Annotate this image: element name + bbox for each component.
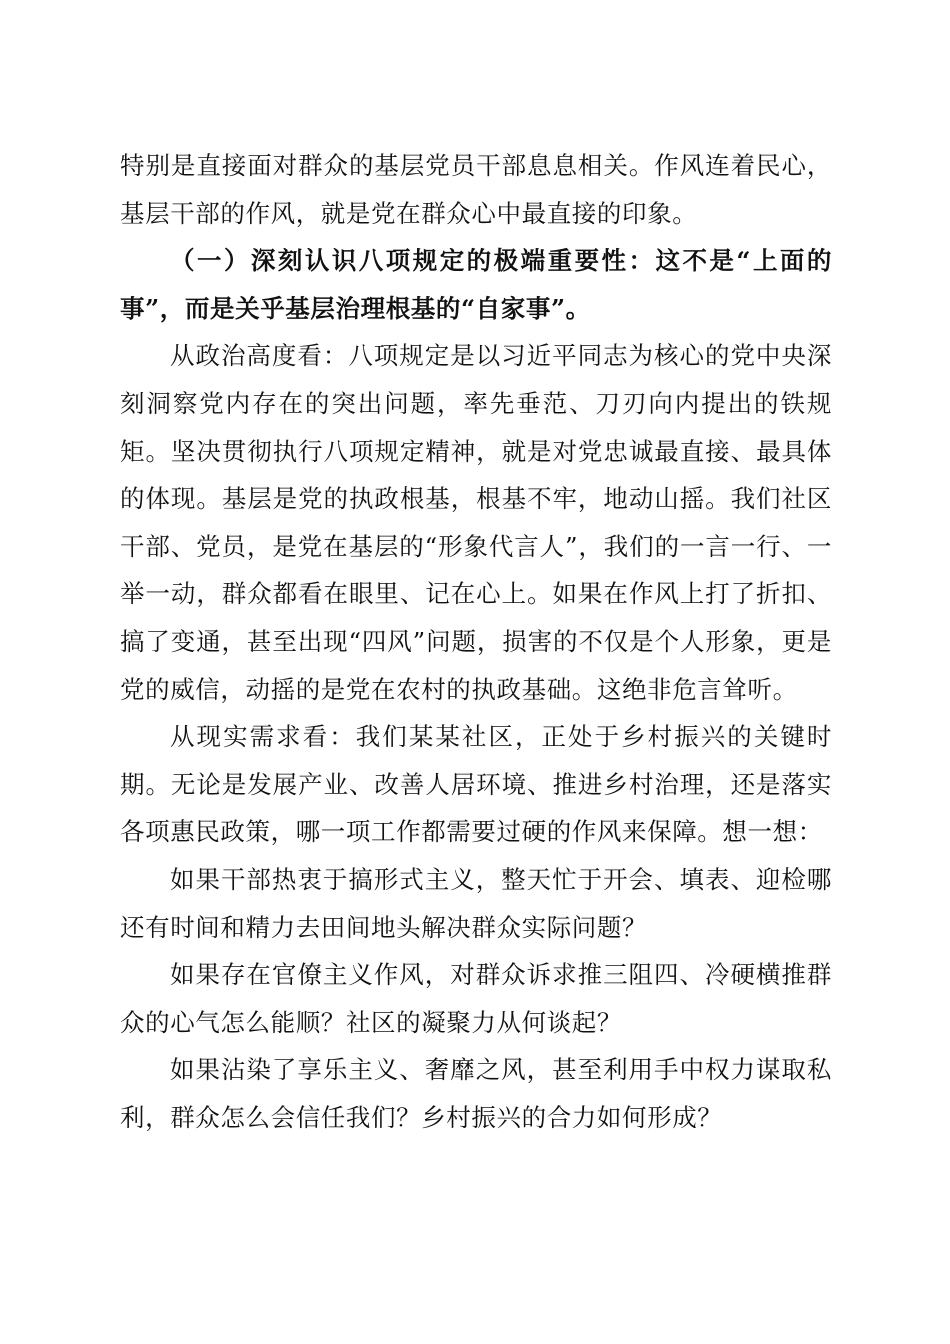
paragraph-political-height: 从政治高度看：八项规定是以习近平同志为核心的党中央深刻洞察党内存在的突出问题，率先垂范、刀刃向内提出的铁规矩。坚决贯彻执行八项规定精神，就是对党忠诚最直接、最具体的体现。基层是党的执政根基，根基不牢，地动山摇。我们社区干部、党员，是党在基层的“形象代言人”，我们的一言一行、一举一动，群众都看在眼里、记在心上。如果在作风上打了折扣、搞了变通，甚至出现“四风”问题，损害的不仅是个人形象，更是党的威信，动摇的是党在农村的执政基础。这绝非危言耸听。 (120, 341, 832, 704)
paragraph-continuation: 特别是直接面对群众的基层党员干部息息相关。作风连着民心，基层干部的作风，就是党在群众心中最直接的印象。 (120, 151, 832, 228)
paragraph-practical-needs: 从现实需求看：我们某某社区，正处于乡村振兴的关键时期。无论是发展产业、改善人居环境、推进乡村治理，还是落实各项惠民政策，哪一项工作都需要过硬的作风来保障。想一想： (120, 722, 832, 847)
paragraph-bureaucratism: 如果存在官僚主义作风，对群众诉求推三阻四、冷硬横推群众的心气怎么能顺？社区的凝聚力从何谈起？ (120, 960, 832, 1037)
section-heading: （一）深刻认识八项规定的极端重要性：这不是“上面的事”，而是关乎基层治理根基的“自家事”。 (120, 246, 832, 323)
paragraph-formalism: 如果干部热衷于搞形式主义，整天忙于开会、填表、迎检哪还有时间和精力去田间地头解决群众实际问题？ (120, 864, 832, 942)
document-body (120, 142, 832, 1141)
paragraph-hedonism: 如果沾染了享乐主义、奢靡之风，甚至利用手中权力谋取私利，群众怎么会信任我们？乡村振兴的合力如何形成？ (120, 1055, 832, 1132)
